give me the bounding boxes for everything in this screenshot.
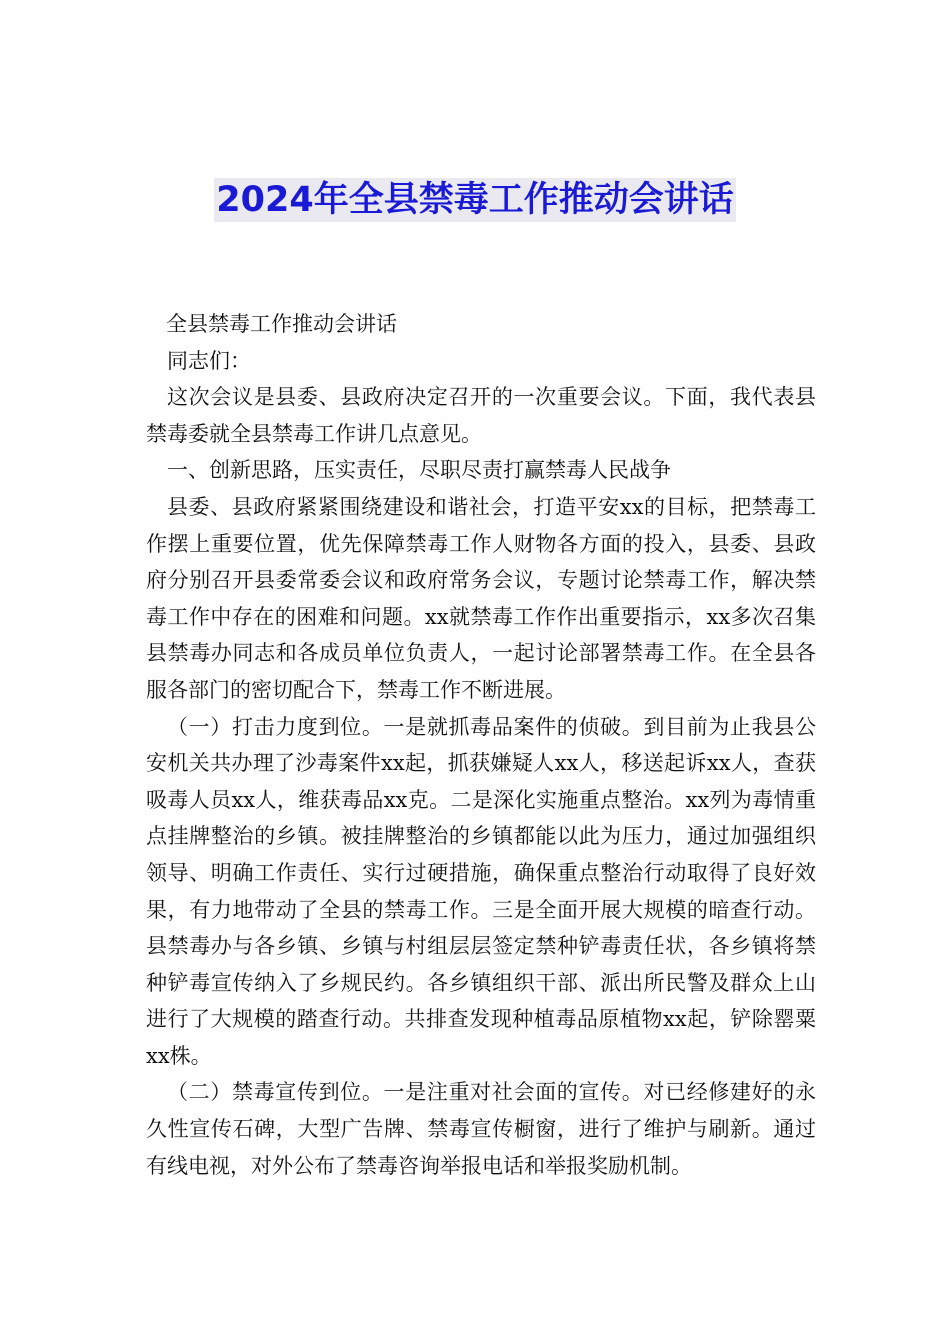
paragraph-intro: 这次会议是县委、县政府决定召开的一次重要会议。下面，我代表县禁毒委就全县禁毒工作讲几点意见。 [146, 385, 816, 446]
paragraph-salutation: 同志们： [167, 348, 251, 373]
section-heading-1: 一、创新思路，压实责任，尽职尽责打赢禁毒人民战争 [167, 458, 671, 483]
paragraph-subtitle: 全县禁毒工作推动会讲话 [166, 312, 397, 336]
document-title: 2024年全县禁毒工作推动会讲话 [216, 180, 734, 220]
document-body [146, 306, 816, 1184]
title-container [0, 178, 950, 222]
paragraph-body: （二）禁毒宣传到位。一是注重对社会面的宣传。对已经修建好的永久性宣传石碑，大型广告牌、禁毒宣传橱窗，进行了维护与刷新。通过有线电视，对外公布了禁毒咨询举报电话和举报奖励机制。 [146, 1080, 816, 1178]
paragraph-body: 县委、县政府紧紧围绕建设和谐社会，打造平安xx的目标，把禁毒工作摆上重要位置，优先保障禁毒工作人财物各方面的投入，县委、县政府分别召开县委常委会议和政府常务会议，专题讨论禁毒工作，解决禁毒工作中存在的困难和问题。xx就禁毒工作作出重要指示，xx多次召集县禁毒办同志和各成员单位负责人，一起讨论部署禁毒工作。在全县各服各部门的密切配合下，禁毒工作不断进展。 [146, 494, 816, 702]
paragraph-body: （一）打击力度到位。一是就抓毒品案件的侦破。到目前为止我县公安机关共办理了沙毒案件xx起，抓获嫌疑人xx人，移送起诉xx人，查获吸毒人员xx人，维获毒品xx克。二是深化实施重点整治。xx列为毒情重点挂牌整治的乡镇。被挂牌整治的乡镇都能以此为压力，通过加强组织领导、明确工作责任、实行过硬措施，确保重点整治行动取得了良好效果，有力地带动了全县的禁毒工作。三是全面开展大规模的暗查行动。县禁毒办与各乡镇、乡镇与村组层层签定禁种铲毒责任状，各乡镇将禁种铲毒宣传纳入了乡规民约。各乡镇组织干部、派出所民警及群众上山进行了大规模的踏查行动。共排查发现种植毒品原植物xx起，铲除罂粟xx株。 [146, 714, 816, 1068]
